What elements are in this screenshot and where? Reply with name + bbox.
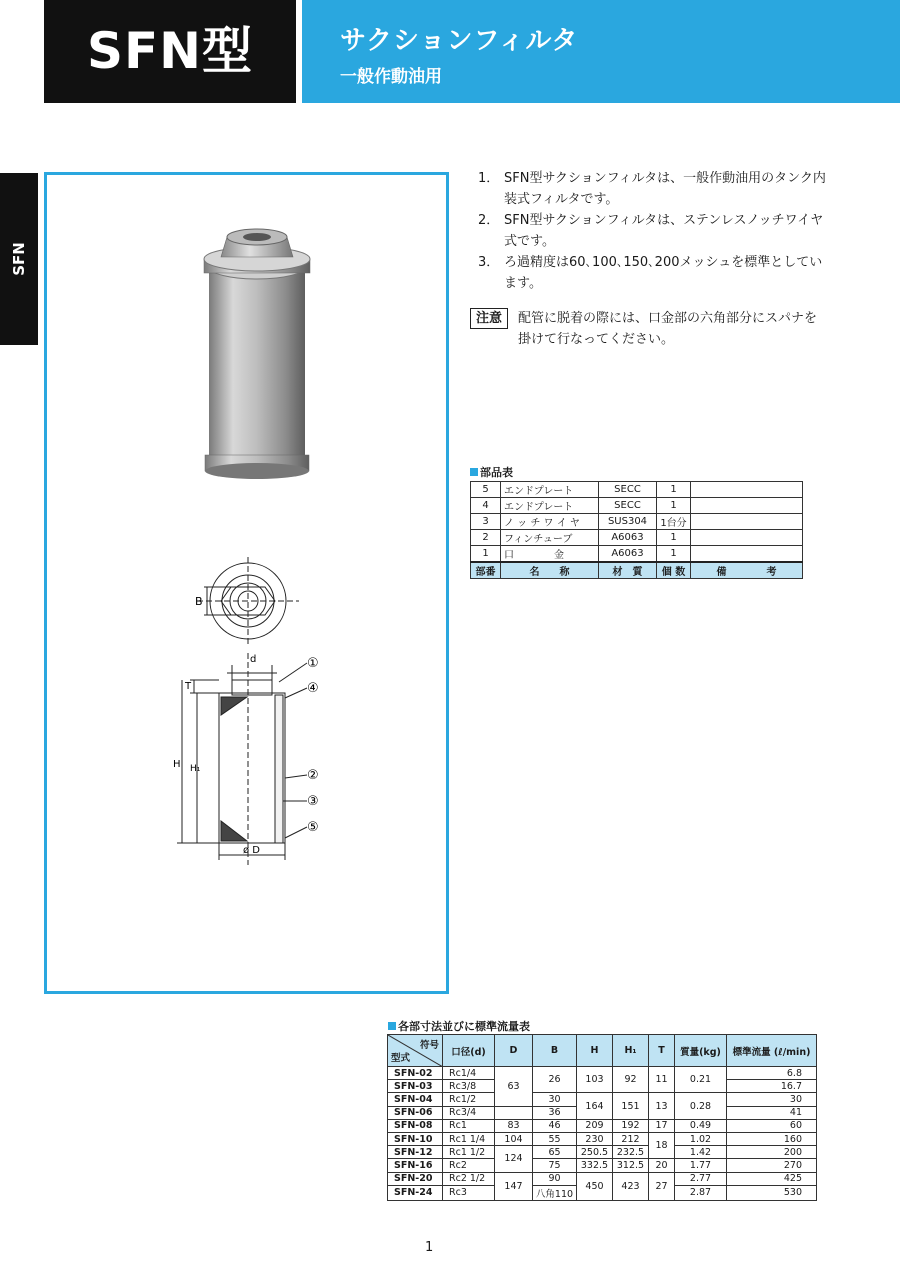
model-cell: SFN-03	[388, 1080, 443, 1093]
page-subtitle: 一般作動油用	[340, 67, 442, 87]
h-cell: 209	[577, 1119, 613, 1132]
col-header-symbol: 符号	[419, 1040, 439, 1051]
table-row	[471, 514, 803, 530]
t-cell: 13	[649, 1093, 675, 1119]
table-row	[471, 546, 803, 563]
model-title: SFN型	[44, 0, 296, 103]
flow-cell: 6.8	[727, 1067, 817, 1080]
part-qty: 1	[657, 498, 691, 514]
t-cell: 18	[649, 1132, 675, 1158]
note-text: ろ過精度は60､100､150､200メッシュを標準としています。	[504, 255, 823, 291]
part-material: SUS304	[599, 514, 657, 530]
part-qty: 1	[657, 546, 691, 563]
flow-cell: 530	[727, 1185, 817, 1200]
callout-5: ⑤	[307, 820, 319, 835]
square-bullet-icon	[388, 1022, 396, 1030]
flow-cell: 425	[727, 1172, 817, 1185]
page-title: サクションフィルタ	[340, 26, 579, 56]
part-note	[691, 482, 803, 498]
col-header-h1: H₁	[613, 1035, 649, 1067]
model-cell: SFN-08	[388, 1119, 443, 1132]
part-note	[691, 546, 803, 563]
model-cell: SFN-04	[388, 1093, 443, 1106]
col-header-type: 型式	[391, 1053, 411, 1064]
h1-cell: 212	[613, 1132, 649, 1145]
b-cell: 八角110	[533, 1185, 577, 1200]
col-header-material: 材 質	[599, 562, 657, 579]
port-cell: Rc1 1/2	[443, 1146, 495, 1159]
col-header-note: 備 考	[691, 562, 803, 579]
header-banner	[302, 0, 900, 103]
model-cell: SFN-20	[388, 1172, 443, 1185]
dims-table-title	[388, 1018, 530, 1034]
parts-table	[470, 481, 803, 579]
h1-cell: 92	[613, 1067, 649, 1093]
table-header-row	[388, 1035, 817, 1067]
model-cell: SFN-06	[388, 1106, 443, 1119]
table-row	[388, 1146, 817, 1159]
col-header-name: 名 称	[501, 562, 599, 579]
h1-cell: 192	[613, 1119, 649, 1132]
callout-4: ④	[307, 681, 319, 696]
page-number: 1	[425, 1240, 434, 1255]
b-cell: 75	[533, 1159, 577, 1172]
note-item	[478, 168, 828, 210]
part-name: フィンチューブ	[501, 530, 599, 546]
note-number: 2．	[478, 213, 500, 228]
flow-cell: 16.7	[727, 1080, 817, 1093]
table-row	[471, 498, 803, 514]
mass-cell: 1.42	[675, 1146, 727, 1159]
note-number: 3．	[478, 255, 500, 270]
product-figure-frame	[44, 172, 449, 994]
caution-label: 注意	[470, 308, 508, 329]
dim-label-d: d	[250, 654, 257, 665]
mass-cell: 1.77	[675, 1159, 727, 1172]
b-cell: 55	[533, 1132, 577, 1145]
h1-cell: 232.5	[613, 1146, 649, 1159]
h-cell: 450	[577, 1172, 613, 1200]
dimensions-table	[387, 1034, 817, 1201]
note-item	[478, 252, 828, 294]
table-header-row	[471, 562, 803, 579]
flow-cell: 200	[727, 1146, 817, 1159]
h-cell: 230	[577, 1132, 613, 1145]
b-cell: 90	[533, 1172, 577, 1185]
h1-cell: 151	[613, 1093, 649, 1119]
t-cell: 17	[649, 1119, 675, 1132]
h1-cell: 312.5	[613, 1159, 649, 1172]
col-header-qty: 個 数	[657, 562, 691, 579]
model-cell: SFN-02	[388, 1067, 443, 1080]
dim-label-b: B	[195, 595, 203, 608]
side-index-tab	[0, 173, 38, 345]
dim-label-t: T	[185, 681, 192, 692]
port-cell: Rc1/4	[443, 1067, 495, 1080]
h1-cell: 423	[613, 1172, 649, 1200]
port-cell: Rc1/2	[443, 1093, 495, 1106]
h-cell: 103	[577, 1067, 613, 1093]
col-header-mass: 質量(kg)	[675, 1035, 727, 1067]
h-cell: 164	[577, 1093, 613, 1119]
port-cell: Rc1 1/4	[443, 1132, 495, 1145]
h-cell: 250.5	[577, 1146, 613, 1159]
part-note	[691, 514, 803, 530]
d-cell	[495, 1106, 533, 1119]
product-illustration	[47, 175, 446, 991]
dim-label-h: H	[173, 759, 181, 770]
col-header-d: D	[495, 1035, 533, 1067]
part-name: 口 金	[501, 546, 599, 563]
col-header-h: H	[577, 1035, 613, 1067]
model-cell: SFN-24	[388, 1185, 443, 1200]
part-qty: 1	[657, 482, 691, 498]
caution-note	[470, 308, 830, 350]
col-header-t: T	[649, 1035, 675, 1067]
table-row	[388, 1119, 817, 1132]
callout-3: ③	[307, 794, 319, 809]
h-cell: 332.5	[577, 1159, 613, 1172]
part-name: エンドプレート	[501, 498, 599, 514]
callout-2: ②	[307, 768, 319, 783]
table-row	[388, 1159, 817, 1172]
b-cell: 30	[533, 1093, 577, 1106]
model-cell: SFN-16	[388, 1159, 443, 1172]
flow-cell: 160	[727, 1132, 817, 1145]
col-header-no: 部番	[471, 562, 501, 579]
b-cell: 46	[533, 1119, 577, 1132]
note-text: SFN型サクションフィルタは、ステンレスノッチワイヤ式です。	[504, 213, 824, 249]
port-cell: Rc3/8	[443, 1080, 495, 1093]
b-cell: 26	[533, 1067, 577, 1093]
mass-cell: 0.28	[675, 1093, 727, 1119]
d-cell: 124	[495, 1146, 533, 1172]
t-cell: 20	[649, 1159, 675, 1172]
port-cell: Rc3/4	[443, 1106, 495, 1119]
side-section-drawing	[177, 653, 307, 865]
dims-table-title-text: 各部寸法並びに標準流量表	[398, 1020, 530, 1033]
mass-cell: 0.21	[675, 1067, 727, 1093]
part-material: SECC	[599, 498, 657, 514]
d-cell: 147	[495, 1172, 533, 1200]
col-header-flow: 標準流量 (ℓ/min)	[727, 1035, 817, 1067]
part-no: 1	[471, 546, 501, 563]
filter-photo	[204, 229, 310, 479]
model-cell: SFN-12	[388, 1146, 443, 1159]
part-note	[691, 530, 803, 546]
table-row	[388, 1172, 817, 1185]
note-item	[478, 210, 828, 252]
side-tab-label: SFN	[10, 242, 28, 276]
part-name: ノ ッ チ ワ イ ヤ	[501, 514, 599, 530]
callout-1: ①	[307, 656, 319, 671]
table-row	[388, 1132, 817, 1145]
part-material: A6063	[599, 530, 657, 546]
part-qty: 1	[657, 530, 691, 546]
port-cell: Rc3	[443, 1185, 495, 1200]
square-bullet-icon	[470, 468, 478, 476]
table-row	[471, 482, 803, 498]
feature-notes	[478, 168, 828, 294]
part-note	[691, 498, 803, 514]
caution-text: 配管に脱着の際には、口金部の六角部分にスパナを掛けて行なってください。	[518, 311, 818, 347]
port-cell: Rc2	[443, 1159, 495, 1172]
part-qty: 1台分	[657, 514, 691, 530]
table-row	[388, 1067, 817, 1080]
table-row	[471, 530, 803, 546]
top-view-drawing	[197, 557, 299, 645]
table-row	[388, 1093, 817, 1106]
mass-cell: 0.49	[675, 1119, 727, 1132]
dim-label-diameter: ø D	[243, 845, 260, 856]
model-cell: SFN-10	[388, 1132, 443, 1145]
part-material: SECC	[599, 482, 657, 498]
flow-cell: 270	[727, 1159, 817, 1172]
col-header-b: B	[533, 1035, 577, 1067]
note-text: SFN型サクションフィルタは、一般作動油用のタンク内装式フィルタです。	[504, 171, 826, 207]
t-cell: 11	[649, 1067, 675, 1093]
flow-cell: 30	[727, 1093, 817, 1106]
col-header-port: 口径(d)	[443, 1035, 495, 1067]
part-name: エンドプレート	[501, 482, 599, 498]
b-cell: 65	[533, 1146, 577, 1159]
d-cell: 104	[495, 1132, 533, 1145]
mass-cell: 1.02	[675, 1132, 727, 1145]
mass-cell: 2.87	[675, 1185, 727, 1200]
part-no: 3	[471, 514, 501, 530]
t-cell: 27	[649, 1172, 675, 1200]
d-cell: 83	[495, 1119, 533, 1132]
flow-cell: 41	[727, 1106, 817, 1119]
b-cell: 36	[533, 1106, 577, 1119]
part-no: 5	[471, 482, 501, 498]
d-cell: 63	[495, 1067, 533, 1107]
mass-cell: 2.77	[675, 1172, 727, 1185]
part-no: 2	[471, 530, 501, 546]
port-cell: Rc1	[443, 1119, 495, 1132]
parts-table-title	[470, 464, 513, 480]
dim-label-h1: H₁	[190, 764, 201, 774]
part-no: 4	[471, 498, 501, 514]
port-cell: Rc2 1/2	[443, 1172, 495, 1185]
note-number: 1．	[478, 171, 500, 186]
part-material: A6063	[599, 546, 657, 563]
col-header-model	[388, 1035, 443, 1067]
parts-table-title-text: 部品表	[480, 466, 513, 479]
flow-cell: 60	[727, 1119, 817, 1132]
